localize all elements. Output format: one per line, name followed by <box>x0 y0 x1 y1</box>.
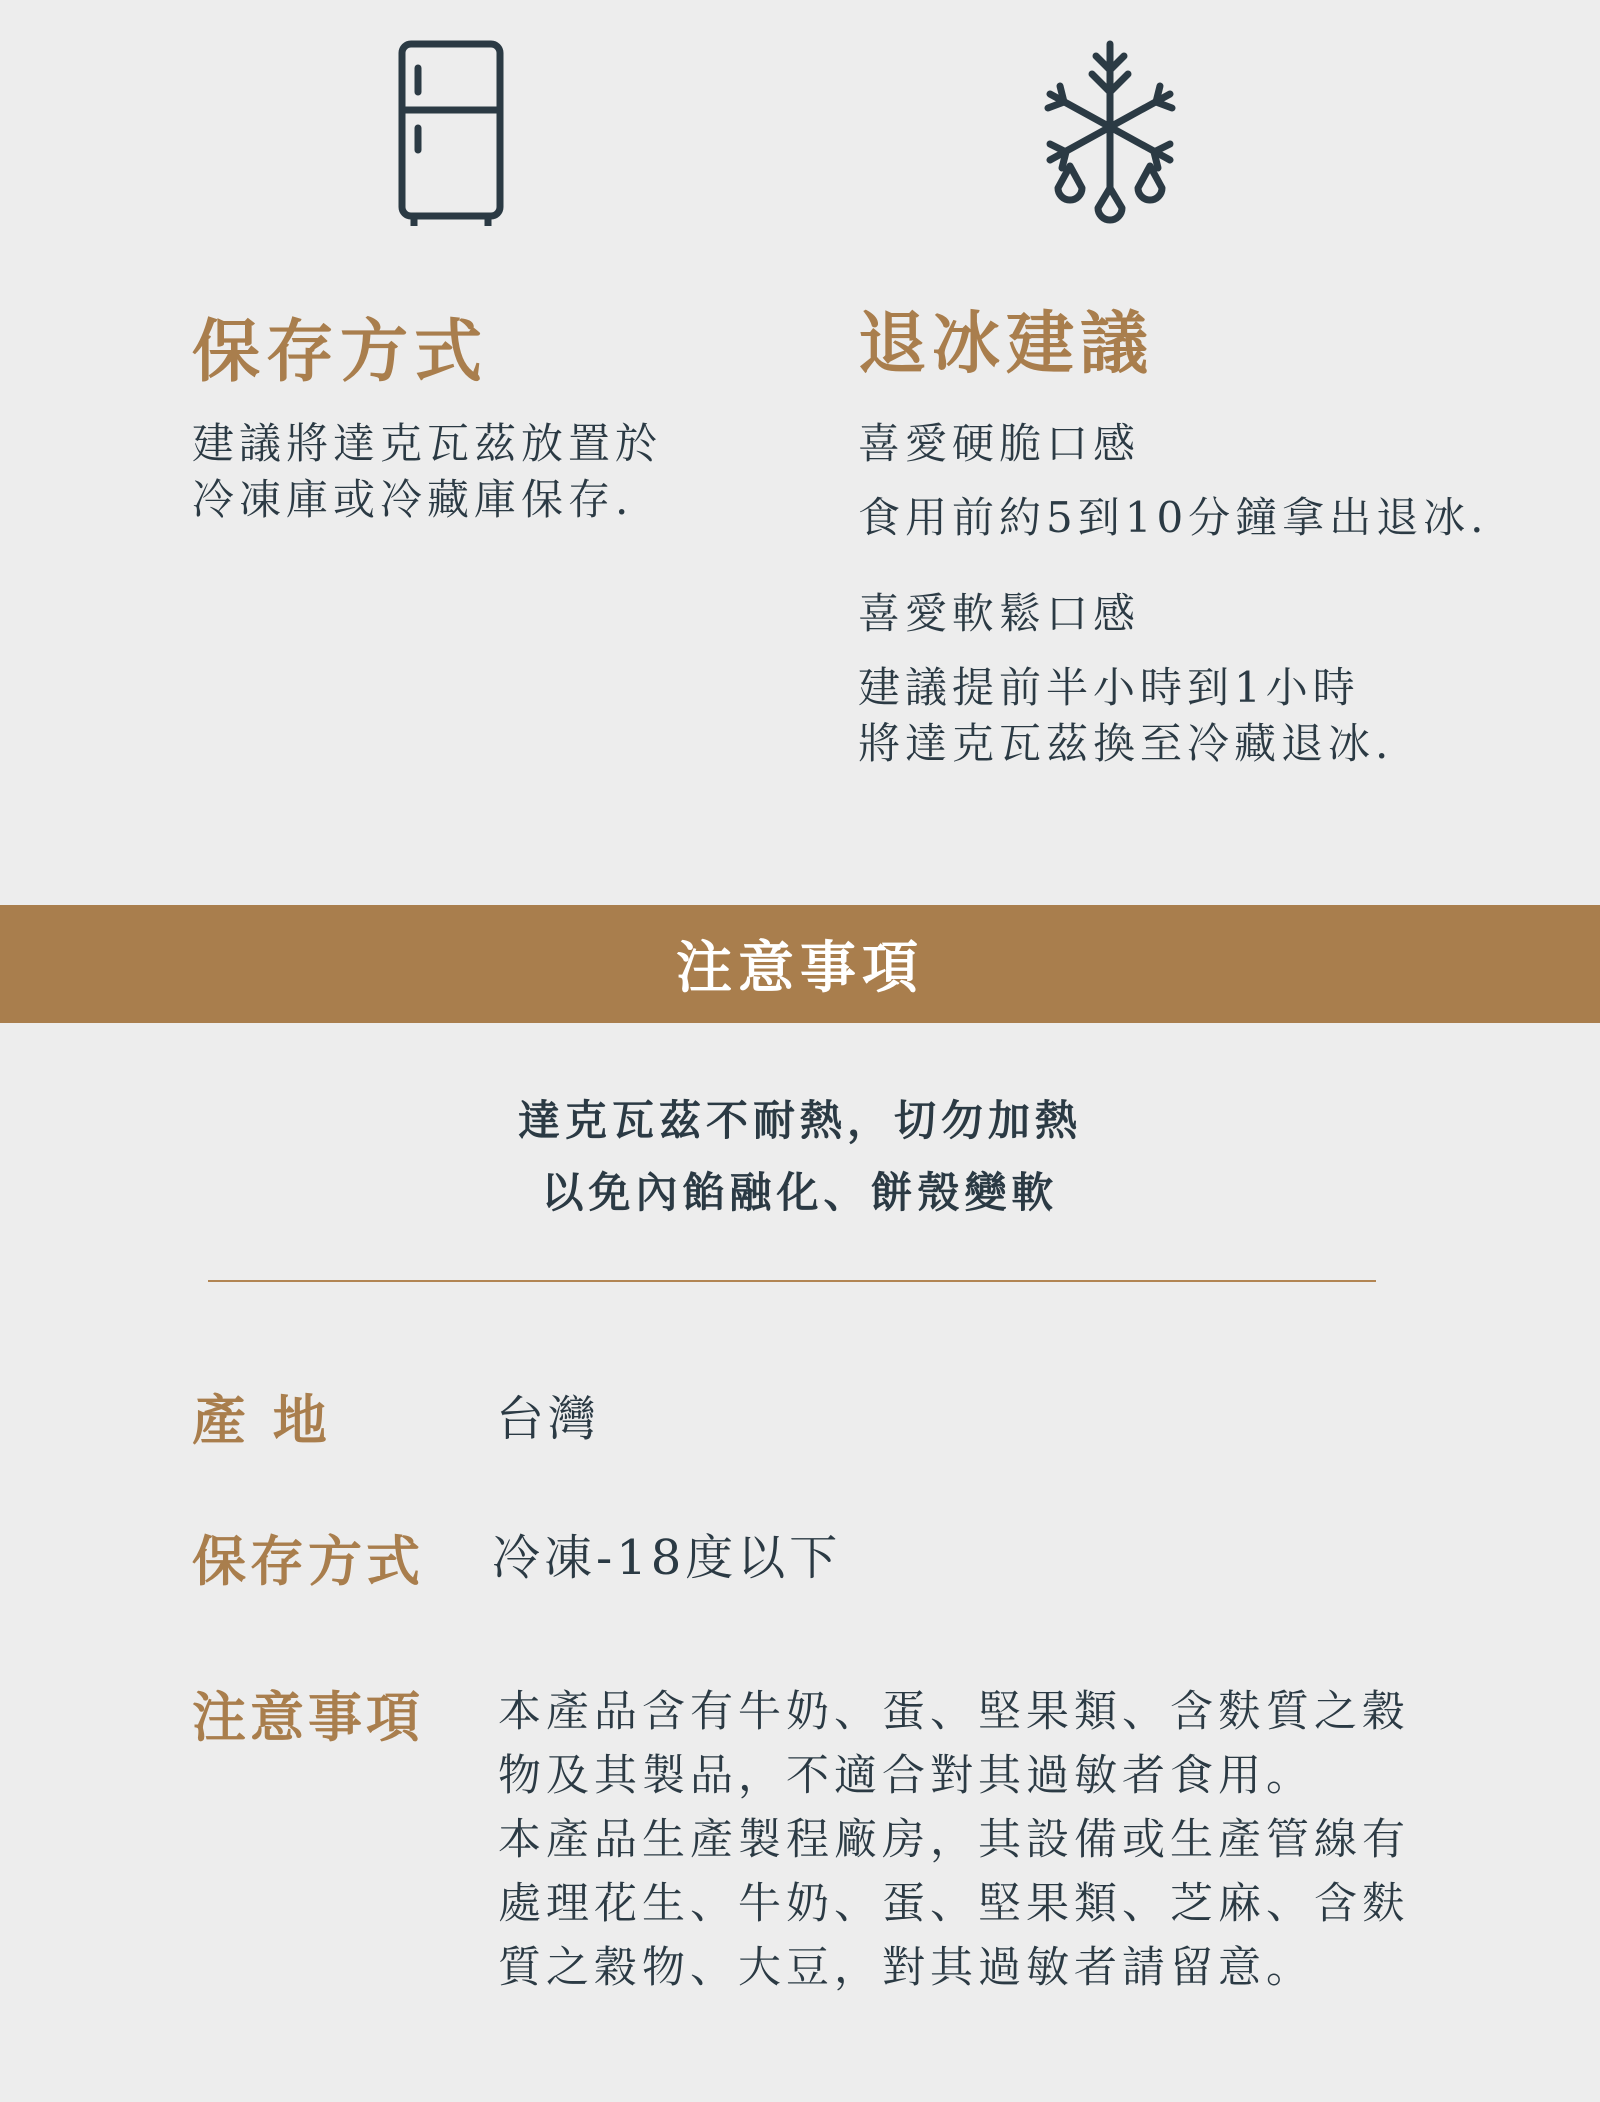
notice-banner-title: 注意事項 <box>676 935 924 1001</box>
snowflake-thaw-icon <box>1040 38 1180 228</box>
thaw-soft-text <box>858 660 1393 772</box>
storage-line: 建議將達克瓦茲放置於 <box>192 419 663 468</box>
thaw-title: 退冰建議 <box>858 304 1155 384</box>
thaw-crisp-text: 食用前約5到10分鐘拿出退冰. <box>858 493 1489 542</box>
storage-description <box>192 416 662 528</box>
heat-warning-line: 以免內餡融化、餅殼變軟 <box>541 1168 1059 1217</box>
storage-method-label: 保存方式 <box>192 1529 424 1593</box>
origin-label: 產 地 <box>192 1388 331 1452</box>
storage-method-value: 冷凍-18度以下 <box>492 1530 842 1586</box>
thaw-soft-heading: 喜愛軟鬆口感 <box>858 589 1141 638</box>
notice-line: 本產品含有牛奶、蛋、堅果類、含麩質之穀 <box>498 1687 1410 1737</box>
notice-label: 注意事項 <box>192 1685 424 1749</box>
notice-line: 處理花生、牛奶、蛋、堅果類、芝麻、含麩 <box>498 1879 1410 1929</box>
thaw-crisp-heading: 喜愛硬脆口感 <box>858 419 1141 468</box>
notice-line: 物及其製品，不適合對其過敏者食用。 <box>498 1751 1314 1801</box>
heat-warning <box>0 1085 1600 1229</box>
fridge-icon <box>396 40 506 230</box>
thaw-soft-line: 建議提前半小時到1小時 <box>858 663 1360 712</box>
notice-line: 本產品生產製程廠房，其設備或生產管線有 <box>498 1815 1410 1865</box>
notice-text <box>498 1680 1410 2000</box>
notice-line: 質之穀物、大豆，對其過敏者請留意。 <box>498 1943 1314 1993</box>
heat-warning-line: 達克瓦茲不耐熱，切勿加熱 <box>517 1096 1082 1145</box>
storage-title: 保存方式 <box>192 312 489 392</box>
notice-banner <box>0 905 1600 1023</box>
origin-value: 台灣 <box>496 1391 601 1447</box>
storage-line: 冷凍庫或冷藏庫保存. <box>192 475 634 524</box>
divider <box>208 1280 1376 1282</box>
thaw-soft-line: 將達克瓦茲換至冷藏退冰. <box>858 719 1394 768</box>
